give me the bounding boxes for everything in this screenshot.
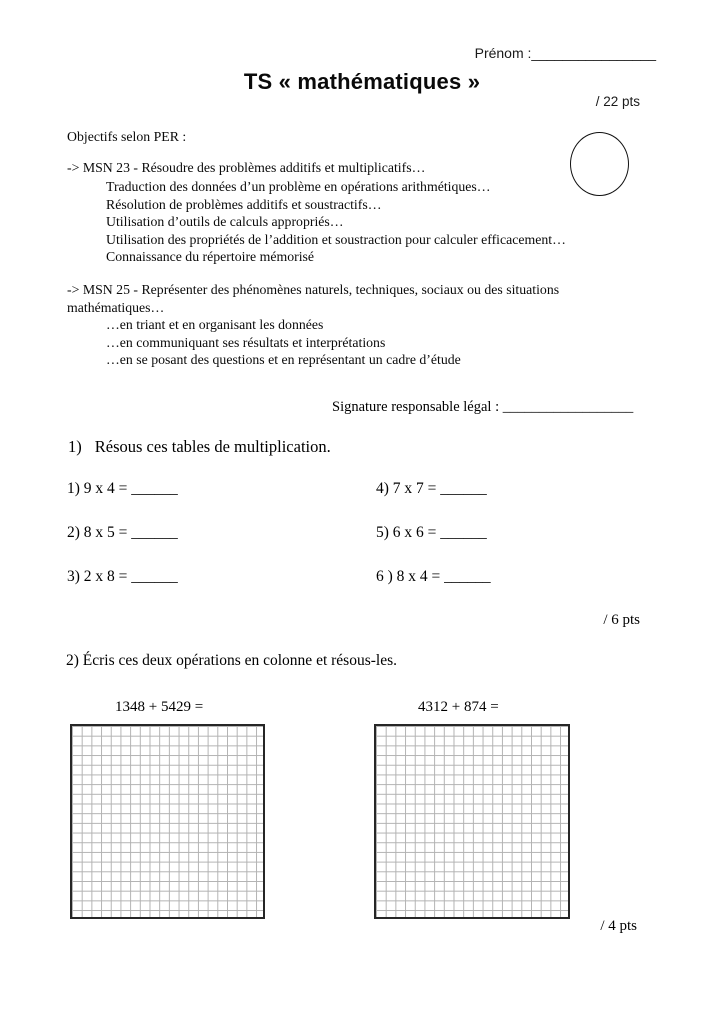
msn25-item-list [106,316,461,369]
multiplication-problem-4: 4) 7 x 7 = ______ [376,480,487,497]
grade-circle [570,132,629,196]
multiplication-problem-3: 3) 2 x 8 = ______ [67,568,178,585]
multiplication-problem-5: 5) 6 x 6 = ______ [376,524,487,541]
msn25-item: …en communiquant ses résultats et interprétations [106,334,386,350]
exercise1-heading-text: Résous ces tables de multiplication. [94,437,331,456]
operation1-label: 1348 + 5429 = [115,699,204,715]
objectives-heading: Objectifs selon PER : [67,129,187,144]
exercise2-heading: 2) Écris ces deux opérations en colonne et résous-les. [66,652,397,669]
msn23-item: Traduction des données d’un problème en opérations arithmétiques… [106,179,491,194]
signature-line: Signature responsable légal : __________________ [332,399,634,415]
msn23-intro: -> MSN 23 - Résoudre des problèmes additifs et multiplicatifs… [67,160,426,175]
operation1-answer-grid [70,724,265,919]
total-points-label: / 22 pts [595,94,640,109]
exercise1-points-label: / 6 pts [603,612,640,628]
multiplication-problem-1: 1) 9 x 4 = ______ [67,480,178,497]
msn23-item: Résolution de problèmes additifs et soustractifs… [106,196,382,212]
msn25-item: …en triant et en organisant les données [106,317,324,332]
msn23-item: Utilisation des propriétés de l’addition et soustraction pour calculer efficacement… [106,231,566,247]
msn23-item-list [106,178,566,266]
operation2-label: 4312 + 874 = [418,699,499,715]
msn23-item: Utilisation d’outils de calculs appropriés… [106,214,344,229]
exercise1-heading [68,437,331,457]
exercise1-number: 1) [68,437,82,456]
multiplication-problem-6: 6 ) 8 x 4 = ______ [376,568,491,585]
operation2-answer-grid [374,724,570,919]
msn25-intro-line1: -> MSN 25 - Représenter des phénomènes naturels, techniques, sociaux ou des situations [67,282,560,297]
prenom-field-label: Prénom :________________ [474,45,656,61]
msn25-intro [67,281,559,316]
msn25-item: …en se posant des questions et en représentant un cadre d’étude [106,352,461,367]
page-title: TS « mathématiques » [243,69,481,94]
exercise2-points-label: / 4 pts [600,918,637,934]
msn23-item: Connaissance du répertoire mémorisé [106,249,315,264]
msn25-intro-line2: mathématiques… [67,299,165,315]
multiplication-problem-2: 2) 8 x 5 = ______ [67,524,178,541]
